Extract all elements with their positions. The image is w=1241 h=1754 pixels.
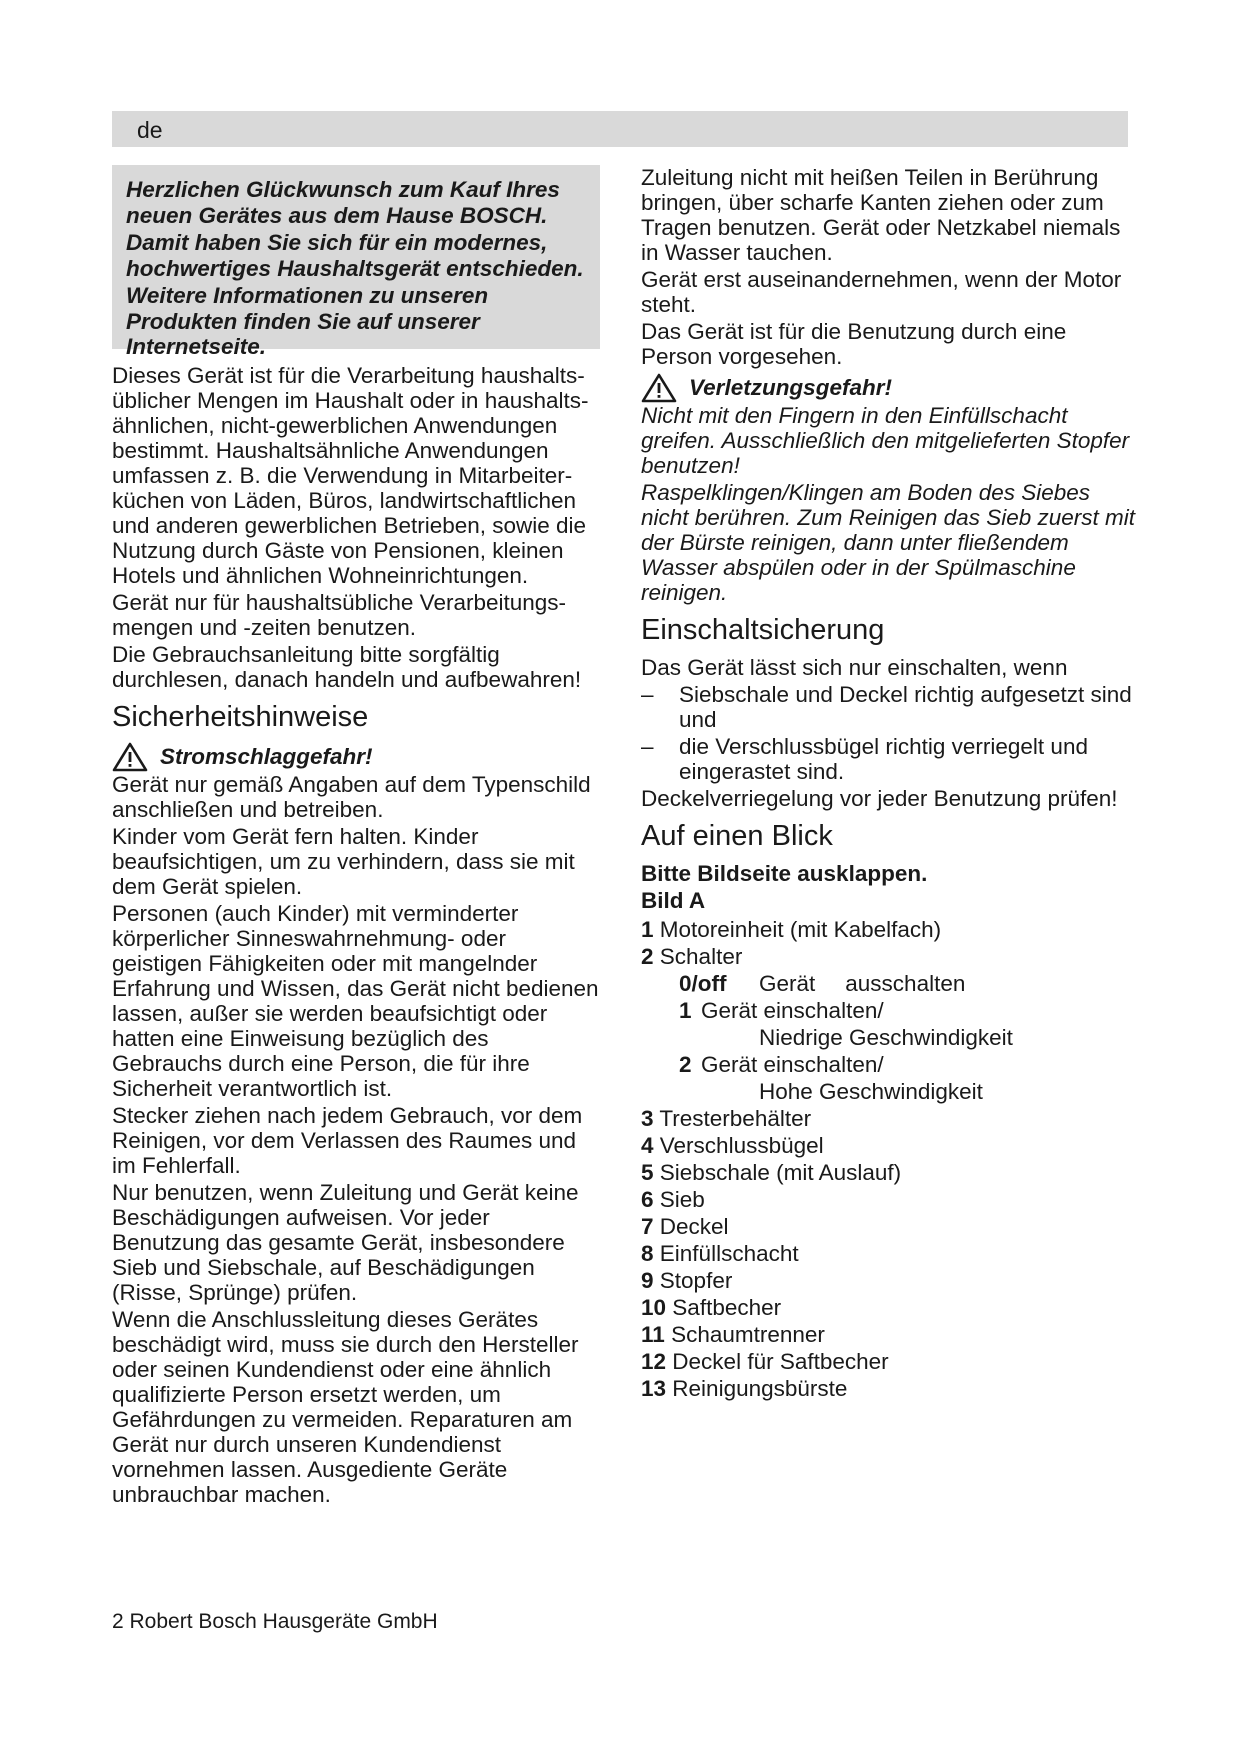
list-item (641, 1160, 1137, 1185)
list-item (641, 1295, 1137, 1320)
usage-paragraph: Dieses Gerät ist für die Verarbeitung haushaltsüblicher Mengen im Haushalt oder in haushaltsähnlichen, nicht-gewerblichen Anwendungen bestimmt. Haushaltsähnliche Anwendungen umfassen z. B. die Verwendung in Mitarbeiterküchen von Läden, Büros, landwirtschaftlichen und anderen gewerblichen Betrieben, sowie die Nutzung durch Gäste von Pensionen, kleinen Hotels und ähnlichen Wohneinrichtungen. (112, 363, 589, 588)
part-label: Schaumtrenner (671, 1322, 825, 1347)
part-number: 13 (641, 1376, 667, 1401)
intro-choice: Damit haben Sie sich für ein modernes, hochwertiges Haushaltsgerät entschieden. (126, 230, 584, 281)
switch-text-b: ausschalten (845, 971, 966, 996)
dash-bullet: – (641, 734, 654, 759)
part-label: Deckel (659, 1214, 729, 1239)
manual-reading-note: Die Gebrauchsanleitung bitte sorgfältig durchlesen, danach handeln und aufbewahren! (112, 642, 582, 692)
switch-setting-1 (641, 998, 1137, 1023)
glance-heading: Auf einen Blick (641, 820, 833, 852)
list-item (641, 1133, 1137, 1158)
part-number: 7 (641, 1214, 654, 1239)
part-label: Schalter (659, 944, 743, 969)
part-number: 2 (641, 944, 654, 969)
list-item (641, 1187, 1137, 1212)
list-item (641, 1241, 1137, 1266)
shock-warning (112, 742, 600, 772)
switch-continuation: Niedrige Geschwindigkeit (759, 1025, 1013, 1050)
safety-paragraph: Personen (auch Kinder) mit verminderter körperlicher Sinneswahrnehmung- oder geistigen Fähigkeiten oder mit mangelnder Erfahrung und Wissen, das Gerät nicht bedienen lassen, außer sie werden beaufsichtigt oder hatten eine Einweisung bezüglich des Gebrauchs durch eine Person, die für ihre Sicherheit verantwortlich ist. (112, 901, 599, 1101)
switch-continuation: Hohe Geschwindigkeit (759, 1079, 983, 1104)
list-item (641, 1322, 1137, 1347)
shock-warning-label: Stromschlaggefahr! (160, 744, 373, 769)
safety-paragraph: Kinder vom Gerät fern halten. Kinder beaufsichtigen, um zu verhindern, dass sie mit dem Gerät spielen. (112, 824, 575, 899)
safety-paragraph: Stecker ziehen nach jedem Gebrauch, vor dem Reinigen, vor dem Verlassen des Raumes und im Fehlerfall. (112, 1103, 583, 1178)
dash-bullet: – (641, 682, 654, 707)
part-label: Deckel für Saftbecher (672, 1349, 889, 1374)
part-label: Siebschale (mit Auslauf) (659, 1160, 902, 1185)
part-number: 1 (641, 917, 654, 942)
safety-paragraph: Gerät nur gemäß Angaben auf dem Typenschild anschließen und betreiben. (112, 772, 591, 822)
switch-key: 1 (679, 998, 692, 1023)
interlock-heading: Einschaltsicherung (641, 614, 885, 646)
switch-text (759, 971, 965, 996)
part-number: 3 (641, 1106, 654, 1131)
part-label: Saftbecher (672, 1295, 782, 1320)
figure-label: Bild A (641, 888, 706, 913)
part-label: Sieb (659, 1187, 705, 1212)
list-item (641, 1268, 1137, 1293)
part-number: 5 (641, 1160, 654, 1185)
injury-paragraph: Nicht mit den Fingern in den Einfüllschacht greifen. Ausschließlich den mitgelieferten Stopfer benutzen! (641, 403, 1130, 478)
warning-triangle-icon (641, 373, 677, 403)
interlock-item-text: die Verschlussbügel richtig verriegelt und eingerastet sind. (679, 734, 1088, 784)
interlock-intro: Das Gerät lässt sich nur einschalten, wenn (641, 655, 1068, 680)
part-label: Reinigungsbürste (672, 1376, 848, 1401)
fold-out-note: Bitte Bildseite ausklappen. (641, 861, 928, 886)
part-number: 9 (641, 1268, 654, 1293)
list-item (641, 944, 1137, 969)
injury-warning-label: Verletzungsgefahr! (689, 375, 892, 400)
part-label: Tresterbehälter (659, 1106, 812, 1131)
switch-setting-off (641, 971, 1137, 996)
right-column (641, 165, 1137, 1403)
part-number: 6 (641, 1187, 654, 1212)
injury-warning (641, 373, 1137, 403)
list-item (641, 1106, 1137, 1131)
interlock-item (641, 734, 1137, 784)
single-user-paragraph: Das Gerät ist für die Benutzung durch eine Person vorgesehen. (641, 319, 1067, 369)
switch-key: 2 (679, 1052, 692, 1077)
part-number: 8 (641, 1241, 654, 1266)
switch-key: 0/off (679, 971, 727, 996)
language-code: de (137, 117, 163, 143)
list-item (641, 917, 1137, 942)
part-label: Einfüllschacht (659, 1241, 799, 1266)
safety-paragraph: Wenn die Anschlussleitung dieses Gerätes beschädigt wird, muss sie durch den Hersteller oder seinen Kundendienst oder eine ähnlich qualifizierte Person ersetzt werden, um Gefährdungen zu vermeiden. Reparaturen am Gerät nur durch unseren Kundendienst vornehmen lassen. Ausgediente Geräte unbrauchbar machen. (112, 1307, 579, 1507)
list-item (641, 1349, 1137, 1374)
part-number: 4 (641, 1133, 654, 1158)
safety-paragraph: Nur benutzen, wenn Zuleitung und Gerät keine Beschädigungen aufweisen. Vor jeder Benutzung das gesamte Gerät, insbesondere Sieb und Siebschale, auf Beschädigungen (Risse, Sprünge) prüfen. (112, 1180, 579, 1305)
switch-text: Gerät einschalten/ (701, 1052, 884, 1077)
part-number: 11 (641, 1322, 665, 1347)
disassembly-paragraph: Gerät erst auseinandernehmen, wenn der Motor steht. (641, 267, 1122, 317)
parts-list (641, 917, 1137, 1401)
switch-text: Gerät einschalten/ (701, 998, 884, 1023)
left-column (112, 165, 600, 1509)
list-item (641, 1376, 1137, 1401)
intro-info: Weitere Informationen zu unseren Produkten finden Sie auf unserer Internetseite. (126, 283, 489, 359)
part-label: Verschlussbügel (659, 1133, 824, 1158)
part-number: 12 (641, 1349, 667, 1374)
interlock-item (641, 682, 1137, 732)
part-label: Stopfer (659, 1268, 733, 1293)
list-item (641, 1214, 1137, 1239)
usage-quantities: Gerät nur für haushaltsübliche Verarbeitungsmengen und -zeiten benutzen. (112, 590, 567, 640)
safety-heading: Sicherheitshinweise (112, 701, 369, 733)
part-number: 10 (641, 1295, 667, 1320)
switch-setting-2 (641, 1052, 1137, 1077)
page-footer: 2 Robert Bosch Hausgeräte GmbH (112, 1610, 438, 1633)
language-bar (112, 111, 1128, 147)
injury-paragraph: Raspelklingen/Klingen am Boden des Siebes nicht berühren. Zum Reinigen das Sieb zuerst mit der Bürste reinigen, dann unter fließendem Wasser abspülen oder in der Spülmaschine reinigen. (641, 480, 1135, 605)
intro-congrats: Herzlichen Glückwunsch zum Kauf Ihres neuen Gerätes aus dem Hause BOSCH. (126, 177, 560, 228)
interlock-item-text: Siebschale und Deckel richtig aufgesetzt sind und (679, 682, 1132, 732)
cable-paragraph: Zuleitung nicht mit heißen Teilen in Berührung bringen, über scharfe Kanten ziehen oder zum Tragen benutzen. Gerät oder Netzkabel niemals in Wasser tauchen. (641, 165, 1121, 265)
warning-triangle-icon (112, 742, 148, 772)
injury-text (641, 403, 1137, 605)
interlock-outro: Deckelverriegelung vor jeder Benutzung prüfen! (641, 786, 1118, 811)
intro-box (112, 165, 600, 359)
part-label: Motoreinheit (mit Kabelfach) (659, 917, 942, 942)
switch-text-a: Gerät (759, 971, 816, 996)
